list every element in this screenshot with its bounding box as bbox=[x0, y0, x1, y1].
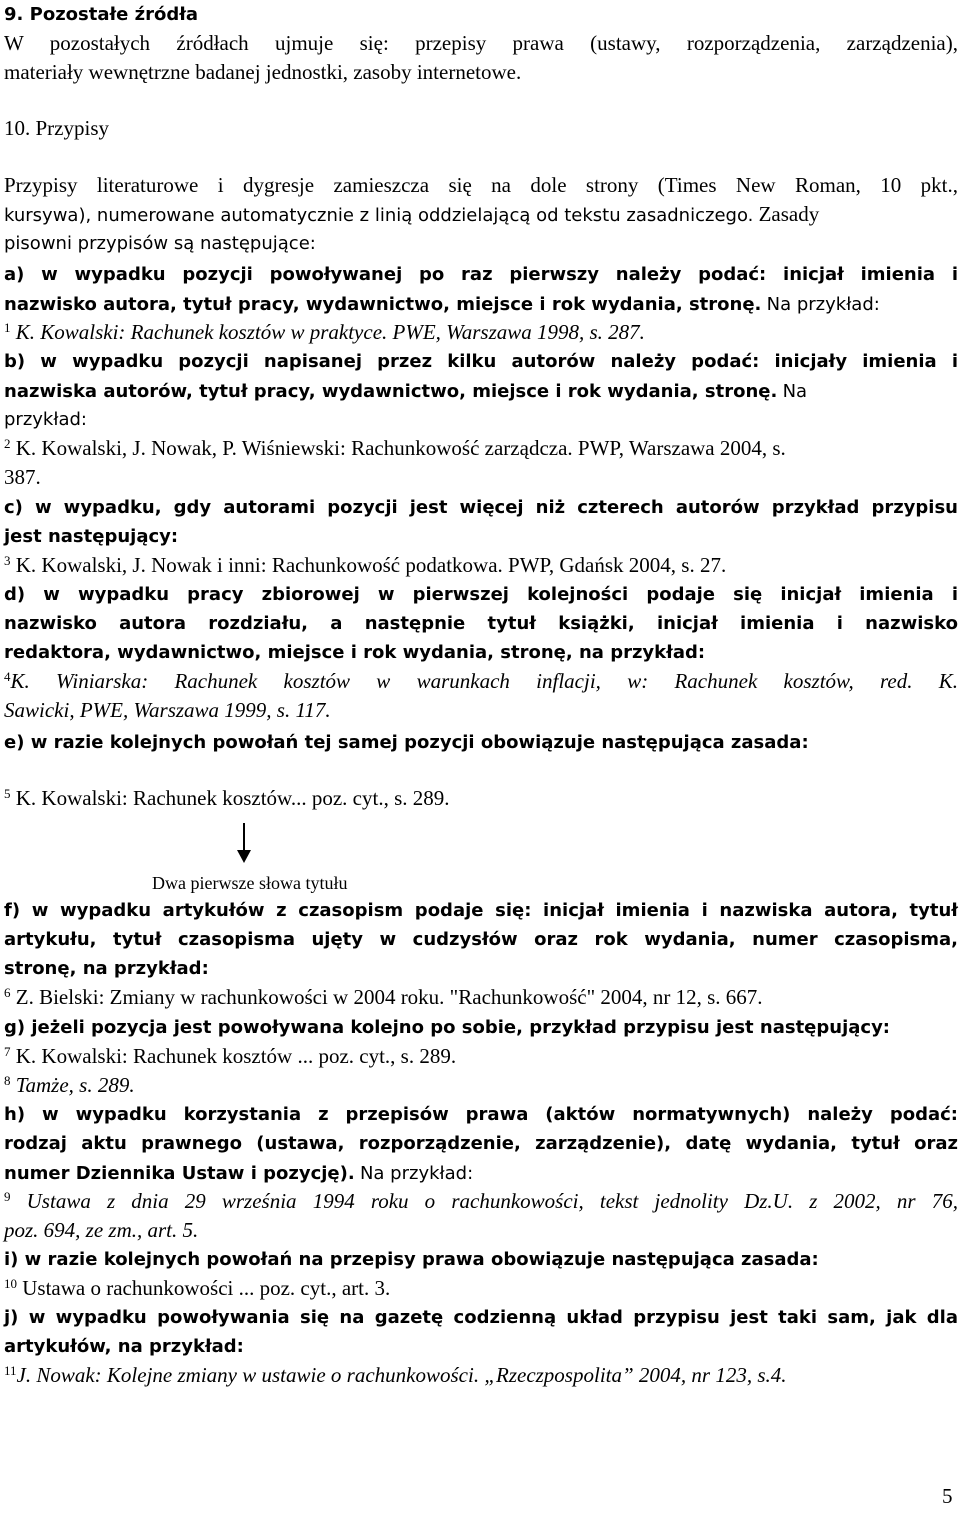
footnote-number: 1 bbox=[4, 320, 11, 335]
section-9-title: 9. Pozostałe źródła bbox=[4, 4, 199, 25]
footnote-example-6: $^6$ Z. Bielski: Zmiany w rachunkowości w 2004 roku. "Rachunkowość" 2004, nr 12, s. 667. bbox=[4, 985, 763, 1009]
footnote-example-5: $^5$ K. Kowalski: Rachunek kosztów... poz. cyt., s. 289. bbox=[4, 786, 450, 810]
rule-h bbox=[4, 1100, 958, 1245]
rule-b-line-1: b) w wypadku pozycji napisanej przez kilku autorów należy podać: inicjały imienia i bbox=[4, 351, 958, 372]
rule-f-line-1: f) w wypadku artykułów z czasopism podaje się: inicjał imienia i nazwiska autora, tytuł bbox=[4, 900, 958, 921]
rule-a-example-label: Na przykład: bbox=[766, 294, 880, 315]
rule-h-example-label: Na przykład: bbox=[359, 1163, 474, 1184]
rule-d-line-2: nazwisko autora rozdziału, a następnie tytuł książki, inicjał imienia i nazwisko bbox=[4, 613, 958, 634]
footnote-example-2-cont: 387. bbox=[4, 465, 41, 489]
rule-h-line-3: numer Dziennika Ustaw i pozycję). Na przykład: bbox=[4, 1163, 474, 1184]
rule-a-line-2: nazwisko autora, tytuł pracy, wydawnictwo, miejsce i rok wydania, stronę. Na przykład: bbox=[4, 294, 880, 315]
rule-d-line-3: redaktora, wydawnictwo, miejsce i rok wydania, stronę, na przykład: bbox=[4, 642, 706, 663]
footnote-example-10: $^{10}$ Ustawa o rachunkowości ... poz. cyt., art. 3. bbox=[4, 1276, 391, 1300]
arrow-caption: Dwa pierwsze słowa tytułu bbox=[152, 873, 348, 893]
intro-line-3: pisowni przypisów są następujące: bbox=[4, 233, 316, 254]
rule-j-line-2: artykułów, na przykład: bbox=[4, 1336, 244, 1357]
footnote-number: 7 bbox=[4, 1044, 11, 1059]
footnote-number: 4 bbox=[4, 669, 11, 684]
section-9 bbox=[4, 0, 958, 87]
footnote-example-3: $^3$ K. Kowalski, J. Nowak i inni: Rachunkowość podatkowa. PWP, Gdańsk 2004, s. 27. bbox=[4, 553, 727, 577]
footnote-example-11: $^{11}$J. Nowak: Kolejne zmiany w ustawie o rachunkowości. „Rzeczpospolita” 2004, nr 123, s.4. bbox=[4, 1363, 787, 1387]
footnote-number: 11 bbox=[4, 1363, 17, 1378]
section-10-title: 10. Przypisy bbox=[4, 116, 109, 140]
rule-h-line-2: rodzaj aktu prawnego (ustawa, rozporządzenie, zarządzenie), datę wydania, tytuł oraz bbox=[4, 1133, 958, 1154]
rule-c-line-2: jest następujący: bbox=[4, 526, 179, 547]
rule-j bbox=[4, 1303, 958, 1390]
intro-zasady: Zasady bbox=[758, 202, 820, 226]
section-9-body-line-2: materiały wewnętrzne badanej jednostki, zasoby internetowe. bbox=[4, 60, 522, 84]
rule-b-line-2: nazwiska autorów, tytuł pracy, wydawnictwo, miejsce i rok wydania, stronę. Na bbox=[4, 381, 808, 402]
footnote-number: 3 bbox=[4, 553, 11, 568]
footnote-number: 2 bbox=[4, 436, 11, 451]
rule-a-line-1: a) w wypadku pozycji powoływanej po raz pierwszy należy podać: inicjał imienia i bbox=[4, 264, 958, 285]
intro-line-2: kursywa), numerowane automatycznie z linią oddzielającą od tekstu zasadniczego. Zasady bbox=[4, 202, 820, 226]
rule-g bbox=[4, 1013, 958, 1100]
footnote-number: 8 bbox=[4, 1073, 11, 1088]
footnote-number: 5 bbox=[4, 786, 11, 801]
footnote-example-7: $^7$ K. Kowalski: Rachunek kosztów ... poz. cyt., s. 289. bbox=[4, 1044, 457, 1068]
rule-d bbox=[4, 580, 958, 725]
rule-c-line-1: c) w wypadku, gdy autorami pozycji jest więcej niż czterech autorów przykład przypisu bbox=[4, 497, 958, 518]
intro-line-1: Przypisy literaturowe i dygresje zamieszcza się na dole strony (Times New Roman, 10 pkt., bbox=[4, 173, 958, 197]
footnote-number: 9 bbox=[4, 1189, 11, 1204]
rule-a bbox=[4, 260, 958, 347]
rule-e-line-1: e) w razie kolejnych powołań tej samej pozycji obowiązuje następująca zasada: bbox=[4, 732, 809, 753]
rule-f-line-3: stronę, na przykład: bbox=[4, 958, 209, 979]
rule-g-line-1: g) jeżeli pozycja jest powoływana kolejno po sobie, przykład przypisu jest następujący: bbox=[4, 1017, 891, 1038]
footnote-number: 6 bbox=[4, 985, 11, 1000]
section-10-intro bbox=[4, 171, 958, 258]
footnote-example-4-cont: Sawicki, PWE, Warszawa 1999, s. 117. bbox=[4, 698, 331, 722]
rule-f bbox=[4, 896, 958, 1012]
rule-c bbox=[4, 493, 958, 580]
page-number: 5 bbox=[942, 1484, 953, 1508]
rule-e-example bbox=[4, 784, 958, 813]
section-10 bbox=[4, 114, 958, 143]
footnote-example-9: $^9$ Ustawa z dnia 29 września 1994 roku o rachunkowości, tekst jednolity Dz.U. z 2002, nr 76, bbox=[4, 1189, 958, 1213]
rule-h-line-1: h) w wypadku korzystania z przepisów prawa (aktów normatywnych) należy podać: bbox=[4, 1104, 958, 1125]
footnote-example-9-cont: poz. 694, ze zm., art. 5. bbox=[4, 1218, 199, 1242]
rule-d-line-1: d) w wypadku pracy zbiorowej w pierwszej kolejności podaje się inicjał imienia i bbox=[4, 584, 958, 605]
footnote-example-4: $^4$K. Winiarska: Rachunek kosztów w warunkach inflacji, w: Rachunek kosztów, red. K. bbox=[4, 669, 958, 693]
footnote-example-1: $^1$ K. Kowalski: Rachunek kosztów w praktyce. PWE, Warszawa 1998, s. 287. bbox=[4, 320, 645, 344]
section-9-body-line-1: W pozostałych źródłach ujmuje się: przepisy prawa (ustawy, rozporządzenia, zarządzenia), bbox=[4, 31, 958, 55]
footnote-example-2: $^2$ K. Kowalski, J. Nowak, P. Wiśniewski: Rachunkowość zarządcza. PWP, Warszawa 2004, s. bbox=[4, 436, 786, 460]
rule-f-line-2: artykułu, tytuł czasopisma ujęty w cudzysłów oraz rok wydania, numer czasopisma, bbox=[4, 929, 958, 950]
rule-i bbox=[4, 1245, 958, 1303]
rule-j-line-1: j) w wypadku powoływania się na gazetę codzienną układ przypisu jest taki sam, jak dla bbox=[4, 1307, 958, 1328]
rule-e bbox=[4, 728, 958, 757]
footnote-example-8: $^8$ Tamże, s. 289. bbox=[4, 1073, 135, 1097]
down-arrow-icon bbox=[232, 823, 256, 863]
rule-b-example-label: przykład: bbox=[4, 409, 87, 430]
rule-b bbox=[4, 347, 958, 492]
footnote-number: 10 bbox=[4, 1276, 17, 1291]
rule-i-line-1: i) w razie kolejnych powołań na przepisy prawa obowiązuje następująca zasada: bbox=[4, 1249, 819, 1270]
